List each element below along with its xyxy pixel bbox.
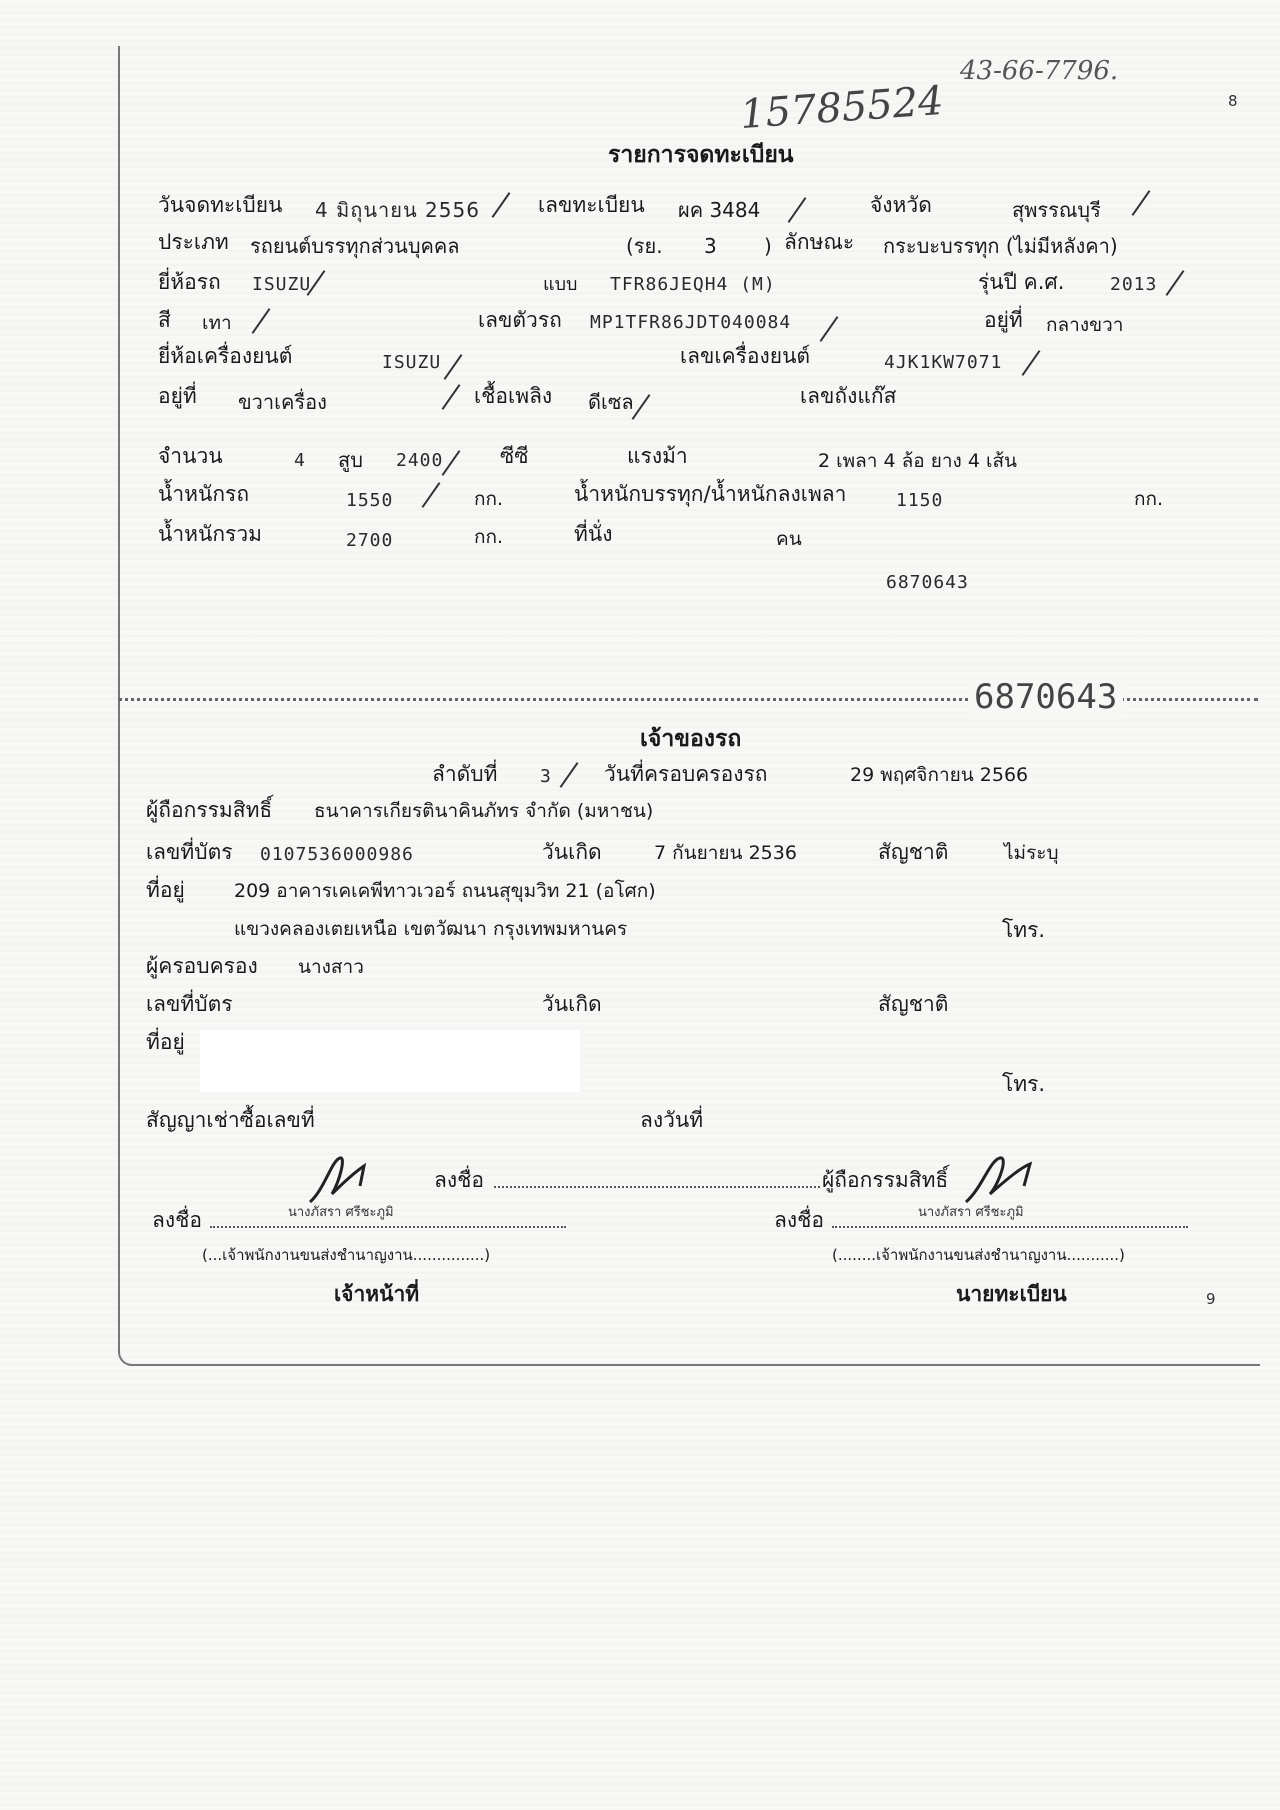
engine-brand-label: ยี่ห้อเครื่องยนต์ [158, 344, 293, 368]
chassis-number: MP1TFR86JDT040084 [590, 312, 792, 333]
vehicle-color: เทา [202, 312, 232, 334]
engine-number: 4JK1KW7071 [884, 352, 1003, 373]
sequence-label: ลำดับที่ [432, 762, 498, 786]
sign-label: ลงชื่อ [434, 1168, 484, 1192]
vehicle-type: รถยนต์บรรทุกส่วนบุคคล [250, 234, 460, 258]
holder-label: ผู้ถือกรรมสิทธิ์ [146, 798, 273, 822]
possession-date: 29 พฤศจิกายน 2566 [850, 764, 1029, 786]
engine-number-label: เลขเครื่องยนต์ [680, 344, 811, 368]
load-label: น้ำหนักบรรทุก/น้ำหนักลงเพลา [574, 482, 847, 506]
seats-unit: คน [776, 528, 802, 550]
brand: ISUZU [252, 274, 312, 295]
type-code-close: ) [764, 234, 772, 258]
handwritten-reference: 43-66-7796. [960, 56, 1119, 86]
birth-date: 7 กันยายน 2536 [654, 842, 797, 864]
registrar-label: นายทะเบียน [956, 1282, 1067, 1306]
signature-right-scribble [960, 1150, 1040, 1210]
axles-wheels: 2 เพลา 4 ล้อ ยาง 4 เส้น [818, 450, 1018, 472]
officer-label: เจ้าหน้าที่ [334, 1282, 420, 1306]
engine-location-label: อยู่ที่ [158, 384, 197, 408]
possessor-label: ผู้ครอบครอง [146, 954, 258, 978]
signature-line-right [832, 1226, 1188, 1228]
document-number: 6870643 [886, 572, 969, 593]
possessor-id-label: เลขที่บัตร [146, 992, 233, 1016]
possessor-address-label: ที่อยู่ [146, 1030, 185, 1054]
reg-date-label: วันจดทะเบียน [158, 193, 283, 217]
brand-label: ยี่ห้อรถ [158, 270, 221, 294]
plate-label: เลขทะเบียน [538, 193, 645, 217]
gross-weight-label: น้ำหนักรวม [158, 522, 262, 546]
type-code-open: (รย. [626, 234, 663, 258]
cylinder-unit: สูบ [338, 448, 363, 472]
sign-right-title: (........เจ้าพนักงานขนส่งชำนาญงาน...........) [832, 1246, 1125, 1264]
fuel-label: เชื้อเพลิง [474, 384, 553, 408]
signature-line [494, 1186, 820, 1188]
kg-unit: กก. [474, 526, 504, 548]
color-label: สี [158, 308, 171, 332]
sequence-number: 3 [540, 766, 552, 787]
handwritten-number: 15785524 [738, 77, 945, 139]
kg-unit: กก. [1134, 488, 1164, 510]
hire-purchase-label: สัญญาเช่าซื้อเลขที่ [146, 1108, 315, 1132]
engine-brand: ISUZU [382, 352, 442, 373]
load-weight: 1150 [896, 490, 944, 511]
sign-left-label: ลงชื่อ [152, 1208, 202, 1232]
nationality-label: สัญชาติ [878, 840, 949, 864]
type-code: 3 [704, 234, 717, 258]
weight-label: น้ำหนักรถ [158, 482, 250, 506]
reg-date: 4 มิถุนายน 2556 [315, 198, 480, 222]
registration-heading: รายการจดทะเบียน [608, 142, 794, 168]
fuel-type: ดีเซล [588, 390, 634, 414]
holder-name: ธนาคารเกียรตินาคินภัทร จำกัด (มหาชน) [314, 800, 654, 822]
gas-tank-label: เลขถังแก๊ส [800, 384, 897, 408]
possessor-name: นางสาว [298, 956, 364, 978]
birth-date-label: วันเกิด [542, 840, 602, 864]
sign-left-title: (...เจ้าพนักงานขนส่งชำนาญงาน...............) [202, 1246, 491, 1264]
count-label: จำนวน [158, 444, 223, 468]
body-style: กระบะบรรทุก (ไม่มีหลังคา) [883, 234, 1118, 258]
document-number-large: 6870643 [968, 680, 1123, 714]
owner-heading: เจ้าของรถ [640, 726, 742, 752]
province: สุพรรณบุรี [1012, 198, 1101, 222]
phone-label: โทร. [1002, 918, 1046, 942]
possession-date-label: วันที่ครอบครองรถ [604, 762, 768, 786]
year-label: รุ่นปี ค.ศ. [978, 270, 1065, 294]
page-number-top: 8 [1228, 92, 1238, 110]
sign-right-label: ลงชื่อ [774, 1208, 824, 1232]
address-line-2: แขวงคลองเตยเหนือ เขตวัฒนา กรุงเทพมหานคร [234, 918, 628, 940]
plate-number: ผค 3484 [678, 198, 761, 222]
redacted-area [200, 1030, 580, 1092]
chassis-location-label: อยู่ที่ [984, 308, 1023, 332]
possessor-birth-label: วันเกิด [542, 992, 602, 1016]
seats-label: ที่นั่ง [574, 522, 613, 546]
cylinders: 4 [294, 450, 306, 471]
type-label: ประเภท [158, 230, 229, 254]
id-card-number: 0107536000986 [260, 844, 414, 865]
nationality: ไม่ระบุ [1004, 842, 1059, 864]
province-label: จังหวัด [870, 193, 932, 217]
kg-unit: กก. [474, 488, 504, 510]
address-line-1: 209 อาคารเคเคพีทาวเวอร์ ถนนสุขุมวิท 21 (อโศก) [234, 880, 656, 902]
sign-left-name: นางภัสรา ศรีชะภูมิ [288, 1205, 394, 1220]
id-card-label: เลขที่บัตร [146, 840, 233, 864]
cc-unit: ซีซี [500, 444, 529, 468]
signature-line-left [210, 1226, 566, 1228]
vehicle-weight: 1550 [346, 490, 394, 511]
model: TFR86JEQH4 (M) [610, 274, 776, 295]
style-label: ลักษณะ [784, 230, 855, 254]
engine-cc: 2400 [396, 450, 444, 471]
chassis-location: กลางขวา [1046, 314, 1124, 336]
address-label: ที่อยู่ [146, 878, 185, 902]
horsepower-label: แรงม้า [627, 444, 688, 468]
sign-right-name: นางภัสรา ศรีชะภูมิ [918, 1205, 1024, 1220]
contract-date-label: ลงวันที่ [640, 1108, 704, 1132]
page-number-bottom: 9 [1206, 1290, 1216, 1308]
model-year: 2013 [1110, 274, 1158, 295]
holder-sign-suffix: ผู้ถือกรรมสิทธิ์ [822, 1168, 949, 1192]
model-label: แบบ [543, 274, 578, 295]
chassis-label: เลขตัวรถ [478, 308, 562, 332]
gross-weight: 2700 [346, 530, 394, 551]
possessor-nationality-label: สัญชาติ [878, 992, 949, 1016]
engine-location: ขวาเครื่อง [238, 390, 327, 414]
possessor-phone-label: โทร. [1002, 1072, 1046, 1096]
signature-left-scribble [306, 1150, 376, 1210]
